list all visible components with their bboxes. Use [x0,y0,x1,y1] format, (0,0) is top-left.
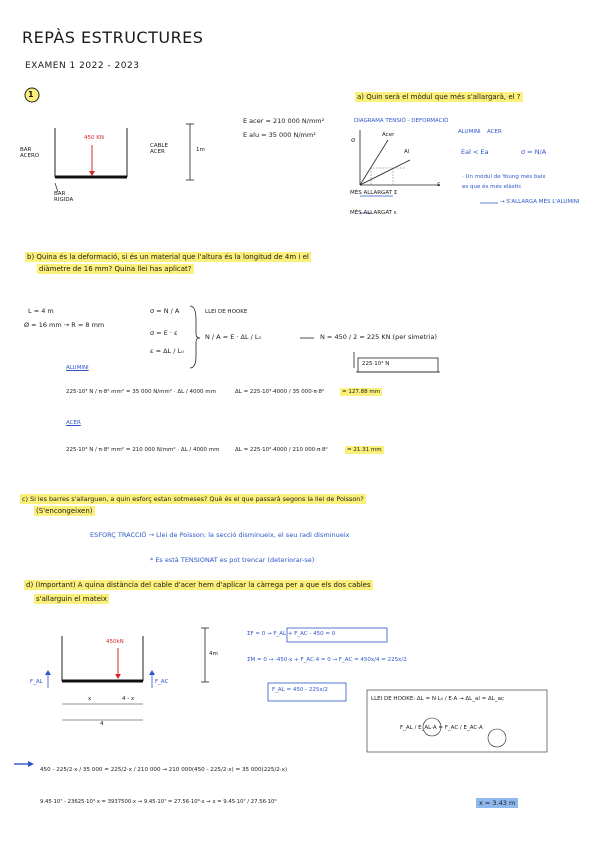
hooke-2: LLEI DE HOOKE: ΔL = N·L₀ / E·A → ΔL_al = ΔL_ac [371,696,504,702]
steel-eq-2: ΔL = 225·10³·4000 / 210 000·π·8² [235,447,328,453]
eq-2: ΣM = 0 → -450·x + F_AC·4 = 0 → F_AC = 450x/4 = 225x/2 [247,657,407,663]
sym-box-value: 225·10³ N [362,361,390,367]
fig1-right-label: CABLE ACER [150,143,168,155]
fig1-bottom-label: BAR RIGIDA [54,191,74,203]
final-1: 450 - 225/2·x / 35 000 = 225/2·x / 210 000 → 210 000(450 - 225/2·x) = 35 000(225/2·x) [40,767,288,773]
part-c-question-1: c) Si les barres s'allarguen, a quin esforç estan sotmeses? Què és el que passarà segons la llei de Poisson? [22,495,364,503]
part-c-answer-2: * Es està TENSIONAT es pot trencar (deteriorar-se) [150,556,315,564]
fig2-dim-x: x [88,696,92,702]
fig1-load-label: 450 KN [84,135,104,141]
note-3: → S'ALLARGA MÉS L'ALUMINI [500,199,580,205]
hooke-label: LLEI DE HOOKE [205,309,248,315]
fig1-length: 1m [196,147,205,153]
part-b-question-2: diàmetre de 16 mm? Quina llei has aplicat? [39,265,192,273]
axis-eps: ε [437,180,441,188]
al-label: ALUMINI [66,365,89,371]
exam-subtitle: EXAMEN 1 2022 - 2023 [25,61,140,71]
final-2: 9.45·10⁷ - 23625·10³·x = 3937500·x → 9.45·10⁷ = 27.56·10⁶·x → x = 9.45·10⁷ / 27.56·10⁶ [40,799,277,805]
given-1: L = 4 m [28,307,54,315]
ineq: Eal < Ea [461,148,489,156]
eq-1: ΣF = 0 → F_AL + F_AC - 450 = 0 [247,631,336,637]
part-b-question-1: b) Quina és la deformació, si és un material que l'altura és la longitud de 4m i el [27,253,309,261]
al-eq-1: 225·10³ N / π·8² mm² = 35 000 N/mm² · ΔL / 4000 mm [66,389,216,395]
fig2-r-right: F_AC [155,679,169,685]
legend-al: ALUMINI [458,129,481,135]
formula-1: σ = N / A [150,307,180,315]
note-1: · Un mòdul de Young més baix [462,174,546,180]
steel-result: = 21.31 mm [347,447,382,453]
part-d-question-2: s'allarguin el mateix [36,595,108,603]
steel-label: ACER [66,420,81,426]
label-steel: Acer [382,132,395,138]
part-d-question-1: d) (Important) A quina distància del cable d'acer hem d'aplicar la càrrega per a que els dos cables [26,581,371,589]
problem-number: 1 [28,90,34,99]
eq-3: F_AL = 450 - 225x/2 [272,687,328,693]
axis-sigma: σ [351,136,356,144]
legend-steel: ACER [487,129,502,135]
ratio: F_AL / E_AL·A = F_AC / E_AC·A [400,725,483,731]
given-2: Ø = 16 mm → R = 8 mm [24,321,105,329]
al-eq-2: ΔL = 225·10³·4000 / 35 000·π·8² [235,389,325,395]
formula-2: σ = E · ε [150,329,178,337]
part-c-question-2: (S'encongeixen) [36,507,93,515]
e-al: E alu = 35 000 N/mm² [243,131,316,139]
sigma-rel: σ = N/A [521,148,547,156]
page-title: REPÀS ESTRUCTURES [22,28,204,47]
formula-3: ε = ΔL / L₀ [150,347,184,355]
label-low: MÉS ALLARGAT Σ [350,190,398,196]
fig1-left-label: BAR ACERO [20,147,40,159]
part-c-answer-1: ESFORÇ TRACCIÓ → Llei de Poisson: la secció disminueix, el seu radi disminueix [90,531,350,539]
steel-eq-1: 225·10³ N / π·8² mm² = 210 000 N/mm² · ΔL / 4000 mm [66,447,220,453]
label-high: MÉS ALLARGAT ε [350,210,397,216]
fig2-load: 450kN [106,639,124,645]
fig2-dim-4x: 4 - x [122,696,135,702]
symmetry: N = 450 / 2 = 225 KN (per simetria) [320,333,438,341]
fig2-dim-4: 4 [100,721,104,727]
part-a-question: a) Quin serà el mòdul que més s'allargarà, el ? [357,93,521,101]
final-answer: x = 3.43 m [476,798,518,808]
al-result: = 127.88 mm [342,389,381,395]
formula-4: N / A = E · ΔL / L₀ [205,333,262,341]
label-al: Al [404,149,410,155]
note-2: es que és més elàstic [462,184,522,190]
fig2-r-left: F_AL [30,679,43,685]
fig2-length: 4m [209,651,218,657]
diagram-title: DIAGRAMA TENSIÓ - DEFORMACIÓ [354,118,449,124]
e-steel: E acer = 210 000 N/mm² [243,117,325,125]
